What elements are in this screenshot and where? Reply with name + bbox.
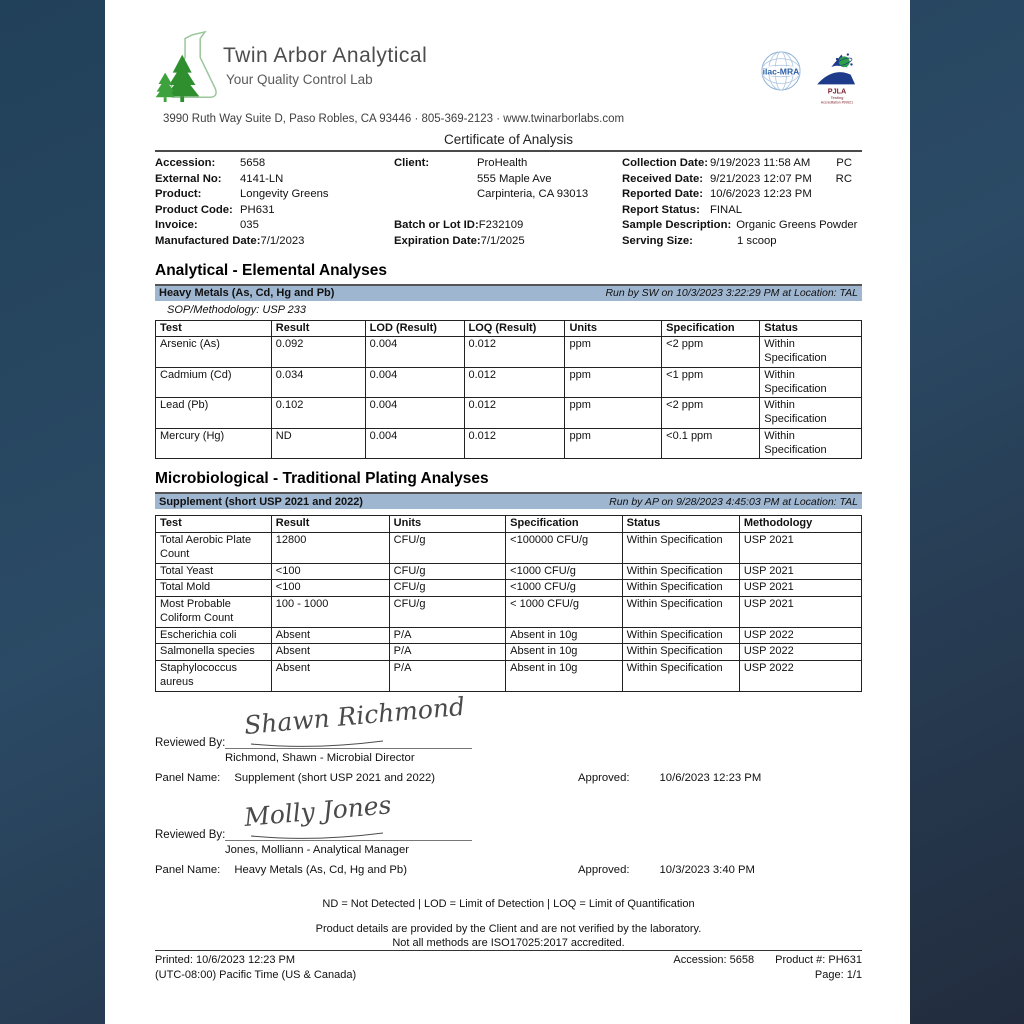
cell-loq: 0.012 xyxy=(464,428,565,459)
printed-timestamp: Printed: 10/6/2023 12:23 PM xyxy=(155,954,296,966)
info-value: 035 xyxy=(240,219,259,232)
expiration-value: 7/1/2025 xyxy=(480,234,525,247)
info-label: Product Code: xyxy=(155,203,233,216)
header xyxy=(155,30,862,111)
cell-lod: 0.004 xyxy=(365,367,464,398)
disclaimer-1: Product details are provided by the Client and are not verified by the laboratory. xyxy=(315,922,702,935)
cell-result: ND xyxy=(271,428,365,459)
table-row xyxy=(156,563,862,580)
info-row xyxy=(155,157,394,173)
column-header: Status xyxy=(622,516,739,533)
cell-status: Within Specification xyxy=(622,597,739,628)
batch-value: F232109 xyxy=(478,219,524,232)
report-status-label: Report Status: xyxy=(622,203,700,216)
cell-spec: Absent in 10g xyxy=(506,627,622,644)
table-row xyxy=(156,661,862,692)
table-row xyxy=(156,398,862,429)
table-row xyxy=(156,580,862,597)
sample-info-dates xyxy=(622,157,862,251)
cell-test: Arsenic (As) xyxy=(156,337,272,368)
cell-result: <100 xyxy=(271,580,389,597)
handwritten-signature xyxy=(233,691,467,752)
signature-block xyxy=(155,789,862,876)
cell-spec: Absent in 10g xyxy=(506,644,622,661)
cell-status: Within Specification xyxy=(622,627,739,644)
reported-label: Reported Date: xyxy=(622,188,703,201)
sample-info-left xyxy=(155,157,394,251)
cell-method: USP 2021 xyxy=(739,563,861,580)
cell-loq: 0.012 xyxy=(464,398,565,429)
cell-result: 0.034 xyxy=(271,367,365,398)
elemental-section-heading: Analytical - Elemental Analyses xyxy=(155,261,388,279)
elemental-banner xyxy=(155,284,862,301)
disclaimer-2: Not all methods are ISO17025:2017 accredited. xyxy=(392,936,625,949)
info-value: PH631 xyxy=(240,203,275,216)
info-row xyxy=(155,188,394,204)
cell-test: Salmonella species xyxy=(156,644,272,661)
panel-name-label: Panel Name: xyxy=(155,771,221,784)
cell-test: Escherichia coli xyxy=(156,627,272,644)
serving-size-label: Serving Size: xyxy=(622,234,693,247)
cell-status: Within Specification xyxy=(622,533,739,564)
table-row xyxy=(156,597,862,628)
received-flag: RC xyxy=(835,172,852,185)
info-value: Longevity Greens xyxy=(240,188,329,201)
column-header: Units xyxy=(389,516,505,533)
cell-spec: < 1000 CFU/g xyxy=(506,597,622,628)
cell-status: Within Specification xyxy=(760,367,862,398)
cell-units: ppm xyxy=(565,367,662,398)
heavy-metals-header-row xyxy=(156,320,862,337)
signature-block xyxy=(155,691,862,784)
title-divider xyxy=(155,150,862,152)
accreditation-logos xyxy=(760,50,860,111)
received-label: Received Date: xyxy=(622,172,703,185)
column-header: LOD (Result) xyxy=(365,320,464,337)
footnotes xyxy=(155,898,862,949)
cell-spec: <2 ppm xyxy=(662,398,760,429)
info-value: 4141-LN xyxy=(240,172,284,185)
panel-name-value: Supplement (short USP 2021 and 2022) xyxy=(234,771,436,784)
client-address-1: 555 Maple Ave xyxy=(477,172,552,185)
info-label: External No: xyxy=(155,172,222,185)
svg-text:PJLA: PJLA xyxy=(827,86,847,96)
cell-spec: <1 ppm xyxy=(662,367,760,398)
cell-result: Absent xyxy=(271,644,389,661)
sample-desc-value: Organic Greens Powder xyxy=(736,219,858,232)
timezone: (UTC-08:00) Pacific Time (US & Canada) xyxy=(155,969,357,981)
approved-label: Approved: xyxy=(578,771,630,784)
cell-method: USP 2021 xyxy=(739,580,861,597)
cell-result: 100 - 1000 xyxy=(271,597,389,628)
footer-page-number: Page: 1/1 xyxy=(814,969,862,981)
info-value: 5658 xyxy=(240,157,266,169)
cell-result: 12800 xyxy=(271,533,389,564)
certificate-page xyxy=(105,0,910,1024)
cell-spec: <0.1 ppm xyxy=(662,428,760,459)
svg-text:Molly Jones: Molly Jones xyxy=(243,789,393,832)
sample-info-client xyxy=(394,157,622,251)
svg-text:Testing: Testing xyxy=(830,94,844,100)
cell-units: CFU/g xyxy=(389,597,505,628)
table-row xyxy=(156,367,862,398)
cell-method: USP 2022 xyxy=(739,661,861,692)
column-header: LOQ (Result) xyxy=(464,320,565,337)
flask-trees-logo-icon xyxy=(155,30,217,107)
report-status-value: FINAL xyxy=(710,203,743,216)
collection-value: 9/19/2023 11:58 AM xyxy=(710,157,811,169)
approved-value: 10/6/2023 12:23 PM xyxy=(659,771,762,784)
cell-method: USP 2022 xyxy=(739,644,861,661)
collection-label: Collection Date: xyxy=(622,157,708,169)
sample-desc-label: Sample Description: xyxy=(622,219,732,232)
cell-units: ppm xyxy=(565,337,662,368)
cell-test: Cadmium (Cd) xyxy=(156,367,272,398)
svg-text:Shawn Richmond: Shawn Richmond xyxy=(243,691,467,740)
cell-result: Absent xyxy=(271,627,389,644)
heavy-metals-table xyxy=(155,320,862,460)
micro-table xyxy=(155,515,862,691)
cell-loq: 0.012 xyxy=(464,337,565,368)
cell-result: <100 xyxy=(271,563,389,580)
cell-spec: Absent in 10g xyxy=(506,661,622,692)
cell-units: CFU/g xyxy=(389,563,505,580)
cell-spec: <100000 CFU/g xyxy=(506,533,622,564)
info-row xyxy=(155,173,394,189)
reviewed-by-label: Reviewed By: xyxy=(155,828,226,841)
table-row xyxy=(156,428,862,459)
received-value: 9/21/2023 12:07 PM xyxy=(710,172,812,185)
cell-method: USP 2021 xyxy=(739,597,861,628)
serving-size-value: 1 scoop xyxy=(737,234,777,247)
cell-units: ppm xyxy=(565,428,662,459)
cell-test: Total Yeast xyxy=(156,563,272,580)
micro-header-row xyxy=(156,516,862,533)
cell-spec: <2 ppm xyxy=(662,337,760,368)
footer-accession: Accession: 5658 xyxy=(673,954,755,966)
cell-test: Total Aerobic Plate Count xyxy=(156,533,272,564)
column-header: Test xyxy=(156,516,272,533)
table-row xyxy=(156,337,862,368)
cell-status: Within Specification xyxy=(760,398,862,429)
micro-banner xyxy=(155,492,862,509)
cell-spec: <1000 CFU/g xyxy=(506,580,622,597)
brand-block xyxy=(155,30,427,107)
micro-section-heading: Microbiological - Traditional Plating Analyses xyxy=(155,470,489,488)
elemental-sop: SOP/Methodology: USP 233 xyxy=(167,303,307,316)
elemental-banner-title: Heavy Metals (As, Cd, Hg and Pb) xyxy=(159,287,335,300)
cell-method: USP 2022 xyxy=(739,627,861,644)
info-label: Manufactured Date: xyxy=(155,234,261,247)
signature-line xyxy=(225,691,472,749)
column-header: Specification xyxy=(506,516,622,533)
cell-status: Within Specification xyxy=(622,580,739,597)
column-header: Result xyxy=(271,320,365,337)
table-row xyxy=(156,644,862,661)
cell-result: Absent xyxy=(271,661,389,692)
cell-result: 0.092 xyxy=(271,337,365,368)
ilac-mra-logo-icon xyxy=(760,50,802,97)
cell-lod: 0.004 xyxy=(365,428,464,459)
micro-banner-title: Supplement (short USP 2021 and 2022) xyxy=(159,495,363,508)
cell-spec: <1000 CFU/g xyxy=(506,563,622,580)
cell-test: Total Mold xyxy=(156,580,272,597)
expiration-label: Expiration Date: xyxy=(394,234,481,247)
cell-units: P/A xyxy=(389,644,505,661)
signature-section xyxy=(155,691,862,876)
elemental-run-info: Run by SW on 10/3/2023 3:22:29 PM at Location: TAL xyxy=(605,287,858,300)
micro-body xyxy=(156,533,862,692)
cell-result: 0.102 xyxy=(271,398,365,429)
sample-info xyxy=(155,157,862,251)
column-header: Result xyxy=(271,516,389,533)
column-header: Methodology xyxy=(739,516,861,533)
info-row xyxy=(155,204,394,220)
cell-test: Most Probable Coliform Count xyxy=(156,597,272,628)
abbreviation-legend: ND = Not Detected | LOD = Limit of Detection | LOQ = Limit of Quantification xyxy=(322,897,695,910)
cell-status: Within Specification xyxy=(622,661,739,692)
approved-label: Approved: xyxy=(578,863,630,876)
svg-text:ilac-MRA: ilac-MRA xyxy=(762,66,800,77)
cell-method: USP 2021 xyxy=(739,533,861,564)
heavy-metals-body xyxy=(156,337,862,459)
page-footer xyxy=(155,950,862,984)
footer-product: Product #: PH631 xyxy=(775,954,862,966)
info-label: Invoice: xyxy=(155,219,198,232)
reported-value: 10/6/2023 12:23 PM xyxy=(710,188,812,201)
batch-label: Batch or Lot ID: xyxy=(394,219,479,232)
cell-units: ppm xyxy=(565,398,662,429)
column-header: Status xyxy=(760,320,862,337)
cell-status: Within Specification xyxy=(622,644,739,661)
reviewer-name-title: Richmond, Shawn - Microbial Director xyxy=(225,751,415,764)
cell-test: Mercury (Hg) xyxy=(156,428,272,459)
handwritten-signature xyxy=(233,789,463,844)
info-value: 7/1/2023 xyxy=(260,234,305,247)
cell-test: Lead (Pb) xyxy=(156,398,272,429)
info-label: Product: xyxy=(155,188,202,201)
lab-address: 3990 Ruth Way Suite D, Paso Robles, CA 93446 · 805-369-2123 · www.twinarborlabs.com xyxy=(163,113,625,125)
panel-name-value: Heavy Metals (As, Cd, Hg and Pb) xyxy=(234,863,407,876)
brand-tagline: Your Quality Control Lab xyxy=(226,72,373,87)
collection-flag: PC xyxy=(836,157,852,169)
micro-run-info: Run by AP on 9/28/2023 4:45:03 PM at Location: TAL xyxy=(609,495,858,508)
cell-units: CFU/g xyxy=(389,533,505,564)
signature-line xyxy=(225,789,472,841)
pjla-logo-icon xyxy=(814,50,860,111)
client-name: ProHealth xyxy=(477,157,528,169)
column-header: Units xyxy=(565,320,662,337)
cell-lod: 0.004 xyxy=(365,337,464,368)
column-header: Test xyxy=(156,320,272,337)
info-row xyxy=(155,235,394,251)
cell-status: Within Specification xyxy=(760,428,862,459)
cell-loq: 0.012 xyxy=(464,367,565,398)
brand-name: Twin Arbor Analytical xyxy=(223,44,428,67)
document-title: Certificate of Analysis xyxy=(443,132,574,147)
table-row xyxy=(156,627,862,644)
cell-units: P/A xyxy=(389,661,505,692)
info-row xyxy=(155,219,394,235)
column-header: Specification xyxy=(662,320,760,337)
cell-lod: 0.004 xyxy=(365,398,464,429)
cell-test: Staphylococcus aureus xyxy=(156,661,272,692)
reviewer-name-title: Jones, Molliann - Analytical Manager xyxy=(225,843,409,856)
svg-text:Accreditation #99921: Accreditation #99921 xyxy=(820,100,854,105)
panel-name-label: Panel Name: xyxy=(155,863,221,876)
client-address-2: Carpinteria, CA 93013 xyxy=(477,188,589,201)
table-row xyxy=(156,533,862,564)
cell-units: P/A xyxy=(389,627,505,644)
cell-status: Within Specification xyxy=(622,563,739,580)
reviewed-by-label: Reviewed By: xyxy=(155,736,226,749)
cell-status: Within Specification xyxy=(760,337,862,368)
info-label: Accession: xyxy=(155,157,216,169)
client-label: Client: xyxy=(394,157,430,169)
cell-units: CFU/g xyxy=(389,580,505,597)
approved-value: 10/3/2023 3:40 PM xyxy=(659,863,755,876)
